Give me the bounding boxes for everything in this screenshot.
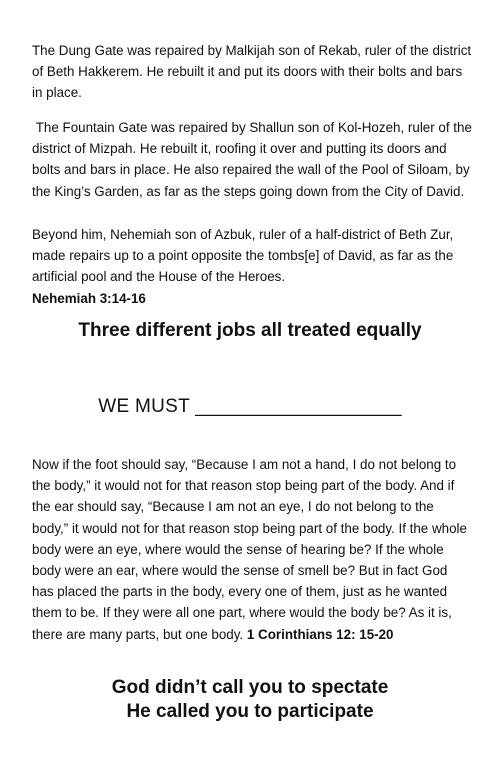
section-heading: Three different jobs all treated equally	[78, 320, 422, 341]
paragraph-dung-gate: The Dung Gate was repaired by Malkijah son of Rekab, ruler of the district of Beth Hakkerem. He rebuilt it and put its doors with their bolts and bars in place.	[32, 43, 472, 101]
closing-statement	[0, 676, 500, 724]
scripture-reference-nehemiah: Nehemiah 3:14-16	[32, 290, 146, 306]
closing-line-2: He called you to participate	[126, 701, 374, 722]
fill-in-blank: WE MUST ___________________	[98, 396, 402, 417]
paragraph-corinthians-block	[32, 454, 472, 645]
scripture-reference-corinthians: 1 Corinthians 12: 15-20	[246, 626, 394, 642]
closing-line-1: God didn’t call you to spectate	[111, 677, 389, 698]
paragraph-body-parts: Now if the foot should say, “Because I am not a hand, I do not belong to the body,” it would not for that reason stop being part of the body. And if the ear should say, “Because I am not an eye, I do not belong to the body,” it would not for that reason stop being part of the body. If the whole body were an eye, where would the sense of hearing be? If the whole body were an ear, where would the sense of smell be? But in fact God has placed the parts in the body, every one of them, just as he wanted them to be. If they were all one part, where would the body be? As it is, there are many parts, but one body.	[32, 457, 467, 642]
paragraph-beyond-him: Beyond him, Nehemiah son of Azbuk, ruler of a half-district of Beth Zur, made repairs up to a point opposite the tombs[e] of David, as far as the artificial pool and the House of the Heroes.	[32, 227, 454, 285]
paragraph-nehemiah-block	[32, 224, 472, 309]
paragraph-fountain-gate: The Fountain Gate was repaired by Shallun son of Kol-Hozeh, ruler of the district of Mizpah. He rebuilt it, roofing it over and putting its doors and bolts and bars in place. He also repaired the wall of the Pool of Siloam, by the King’s Garden, as far as the steps going down from the City of David.	[32, 120, 476, 199]
